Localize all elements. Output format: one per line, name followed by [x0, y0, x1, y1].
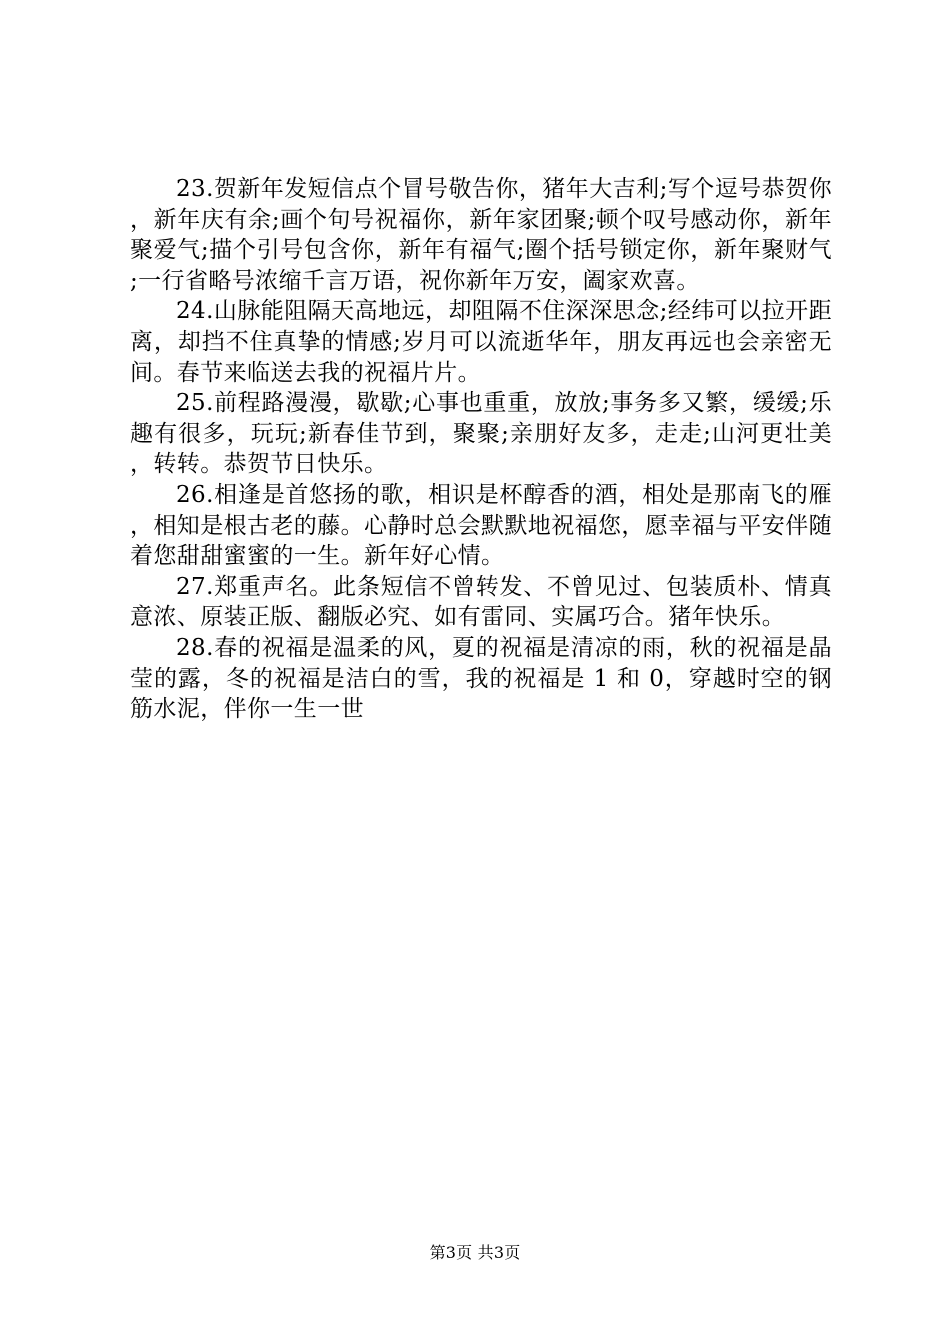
paragraph-23: 23.贺新年发短信点个冒号敬告你，猪年大吉利;写个逗号恭贺你，新年庆有余;画个句号祝福你，新年家团聚;顿个叹号感动你，新年聚爱气;描个引号包含你，新年有福气;圈个括号锁定你，新年聚财气;一行省略号浓缩千言万语，祝你新年万安，阖家欢喜。 — [130, 176, 832, 294]
page-number-footer: 第3页 共3页 — [429, 1243, 521, 1262]
paragraph-28: 28.春的祝福是温柔的风，夏的祝福是清凉的雨，秋的祝福是晶莹的露，冬的祝福是洁白的雪，我的祝福是 1 和 0，穿越时空的钢筋水泥，伴你一生一世 — [130, 634, 832, 723]
paragraph-25: 25.前程路漫漫，歇歇;心事也重重，放放;事务多又繁，缓缓;乐趣有很多，玩玩;新春佳节到，聚聚;亲朋好友多，走走;山河更壮美，转转。恭贺节日快乐。 — [130, 390, 832, 478]
paragraph-26: 26.相逢是首悠扬的歌，相识是杯醇香的酒，相处是那南飞的雁，相知是根古老的藤。心静时总会默默地祝福您，愿幸福与平安伴随着您甜甜蜜蜜的一生。新年好心情。 — [130, 481, 832, 570]
document-body — [130, 174, 832, 725]
paragraph-24: 24.山脉能阻隔天高地远，却阻隔不住深深思念;经纬可以拉开距离，却挡不住真挚的情感;岁月可以流逝华年，朋友再远也会亲密无间。春节来临送去我的祝福片片。 — [130, 298, 832, 386]
paragraph-27: 27.郑重声名。此条短信不曾转发、不曾见过、包装质朴、情真意浓、原装正版、翻版必究、如有雷同、实属巧合。猪年快乐。 — [130, 573, 832, 631]
